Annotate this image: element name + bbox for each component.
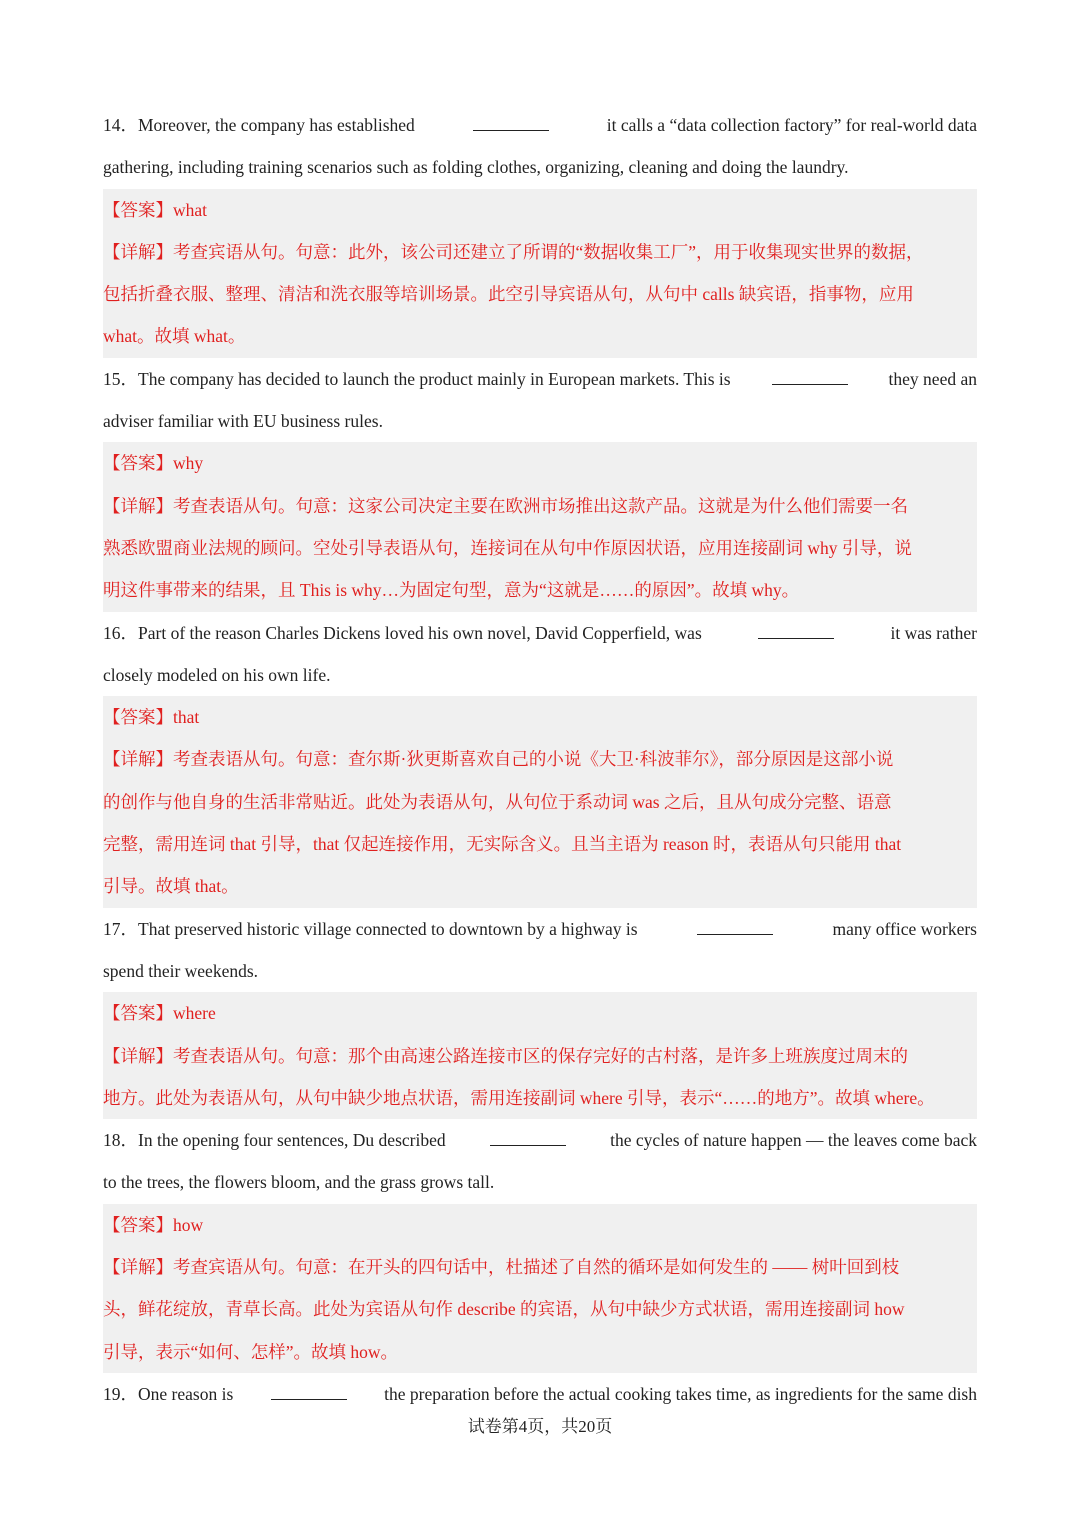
question-text: closely modeled on his own life. <box>103 664 331 685</box>
question-line <box>103 104 977 146</box>
question-text: 17．That preserved historic village connected to downtown by a highway is <box>103 918 638 939</box>
question-15 <box>103 358 977 612</box>
explanation-line: 【详解】考查表语从句。句意：那个由高速公路连接市区的保存完好的古村落，是许多上班族度过周末的 <box>103 1045 908 1066</box>
question-line <box>103 358 977 400</box>
answer-box <box>103 696 977 907</box>
explanation-line: 【详解】考查表语从句。句意：这家公司决定主要在欧洲市场推出这款产品。这就是为什么他们需要一名 <box>103 495 908 516</box>
question-text: it calls a “data collection factory” for real-world data <box>606 115 977 135</box>
question-text: adviser familiar with EU business rules. <box>103 411 383 432</box>
question-list <box>103 104 977 1415</box>
explanation-line: 明这件事带来的结果，且 This is why…为固定句型，意为“这就是……的原因”。故填 why。 <box>103 580 800 601</box>
question-text: many office workers <box>832 918 977 939</box>
answer-blank <box>473 104 549 131</box>
question-line <box>103 1373 977 1415</box>
question-17 <box>103 908 977 1119</box>
answer-blank <box>772 358 848 385</box>
answer-label: 【答案】what <box>103 199 208 220</box>
explanation-line: 包括折叠衣服、整理、清洁和洗衣服等培训场景。此空引导宾语从句，从句中 calls 缺宾语，指事物，应用 <box>103 284 914 305</box>
explanation-line: what。故填 what。 <box>103 326 246 347</box>
answer-label: 【答案】where <box>103 1003 216 1024</box>
answer-box <box>103 442 977 611</box>
question-text: 15．The company has decided to launch the product mainly in European markets. This is <box>103 368 731 389</box>
answer-blank <box>758 612 834 639</box>
question-line <box>103 654 977 696</box>
explanation-line: 【详解】考查表语从句。句意：查尔斯·狄更斯喜欢自己的小说《大卫·科波菲尔》，部分原因是这部小说 <box>103 749 894 770</box>
question-text: 14．Moreover, the company has established <box>103 115 415 135</box>
answer-box <box>103 1204 977 1373</box>
explanation-line: 【详解】考查宾语从句。句意：在开头的四句话中，杜描述了自然的循环是如何发生的 —— 树叶回到枝 <box>103 1257 900 1278</box>
explanation-line: 的创作与他自身的生活非常贴近。此处为表语从句，从句位于系动词 was 之后，且从句成分完整、语意 <box>103 791 892 812</box>
question-text: it was rather <box>890 622 977 643</box>
question-text: 16．Part of the reason Charles Dickens loved his own novel, David Copperfield, was <box>103 622 702 643</box>
answer-box <box>103 992 977 1119</box>
explanation-line: 引导，表示“如何、怎样”。故填 how。 <box>103 1341 399 1362</box>
question-14 <box>103 104 977 358</box>
question-line <box>103 908 977 950</box>
question-line <box>103 1161 977 1203</box>
question-16 <box>103 612 977 908</box>
question-line <box>103 612 977 654</box>
question-text: 18．In the opening four sentences, Du described <box>103 1130 446 1151</box>
explanation-line: 【详解】考查宾语从句。句意：此外，该公司还建立了所谓的“数据收集工厂”，用于收集现实世界的数据， <box>103 241 924 262</box>
explanation-line: 地方。此处为表语从句，从句中缺少地点状语，需用连接副词 where 引导，表示“……的地方”。故填 where。 <box>103 1087 935 1108</box>
explanation-line: 头，鲜花绽放，青草长高。此处为宾语从句作 describe 的宾语，从句中缺少方式状语，需用连接副词 how <box>103 1299 905 1320</box>
question-text: the cycles of nature happen — the leaves come back <box>610 1130 977 1151</box>
question-line <box>103 1119 977 1161</box>
question-text: they need an <box>888 368 977 389</box>
page-footer: 试卷第4页，共20页 <box>467 1417 613 1436</box>
answer-label: 【答案】how <box>103 1214 204 1235</box>
explanation-line: 熟悉欧盟商业法规的顾问。空处引导表语从句，连接词在从句中作原因状语，应用连接副词 why 引导，说 <box>103 537 912 558</box>
explanation-line: 引导。故填 that。 <box>103 876 239 897</box>
answer-label: 【答案】that <box>103 707 200 728</box>
question-text: the preparation before the actual cooking takes time, as ingredients for the same dish <box>384 1383 977 1404</box>
question-text: spend their weekends. <box>103 960 259 981</box>
answer-blank <box>271 1373 347 1400</box>
question-line <box>103 146 977 188</box>
question-text: 19．One reason is <box>103 1383 234 1404</box>
question-line <box>103 400 977 442</box>
answer-blank <box>490 1119 566 1146</box>
question-text: to the trees, the flowers bloom, and the grass grows tall. <box>103 1172 495 1193</box>
question-18 <box>103 1119 977 1373</box>
question-text: gathering, including training scenarios such as folding clothes, organizing, cleaning and doing the laundry. <box>103 157 849 178</box>
answer-blank <box>697 908 773 935</box>
answer-box <box>103 189 977 358</box>
answer-label: 【答案】why <box>103 453 204 474</box>
explanation-line: 完整，需用连词 that 引导，that 仅起连接作用，无实际含义。且当主语为 reason 时，表语从句只能用 that <box>103 834 902 855</box>
question-19 <box>103 1373 977 1415</box>
question-line <box>103 950 977 992</box>
